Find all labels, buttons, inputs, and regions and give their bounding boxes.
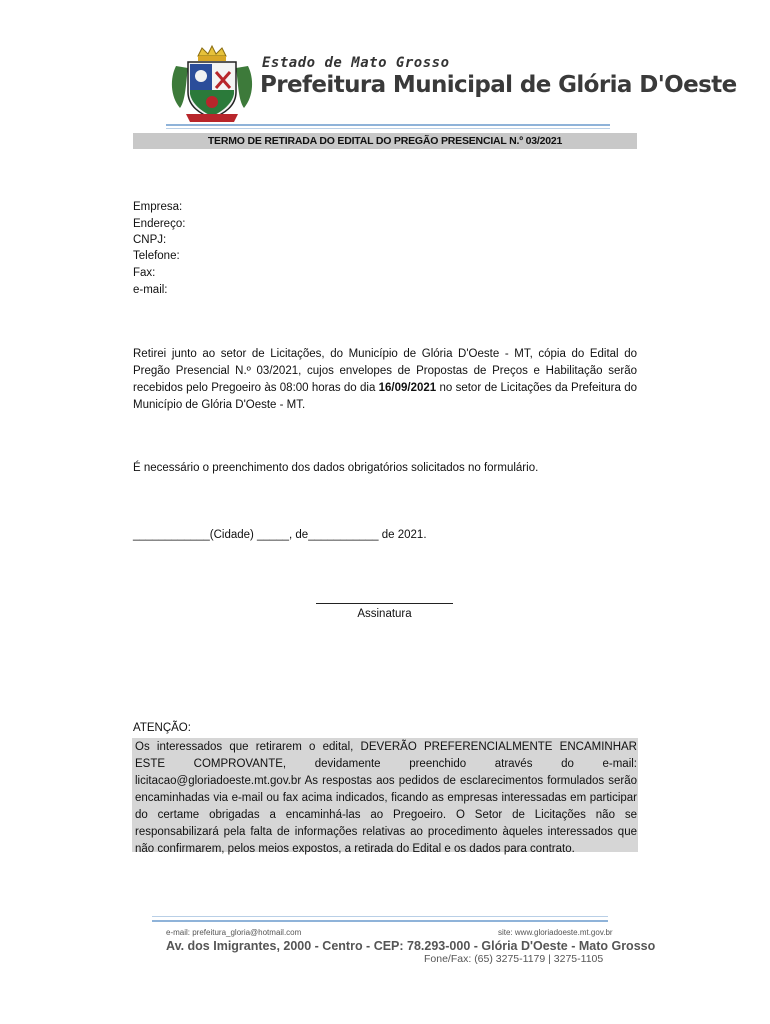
footer-phone: Fone/Fax: (65) 3275-1179 | 3275-1105 [424,953,604,965]
attention-text: Os interessados que retirarem o edital, DEVERÃO PREFERENCIALMENTE ENCAMINHAR ESTE COMPROVANTE, devidamente preenchido através do e-mail: licitacao@gloriadoeste.mt.gov.br As respostas aos pedidos de esclarecimentos formulados serão encaminhadas via e-mail ou fax acima indicados, ficando as empresas interessadas em participar do certame obrigadas a encaminhá-las ao Pregoeiro. O Setor de Licitações não se responsabilizará pela falta de informações relativas ao procedimento àqueles interessados que não confirmarem, pelos meios expostos, a retirada do Edital e os dados para contrato. [135,741,637,855]
header-rule-thin [166,128,610,129]
document-title: TERMO DE RETIRADA DO EDITAL DO PREGÃO PRESENCIAL N.º 03/2021 [207,135,563,147]
footer-email: e-mail: prefeitura_gloria@hotmail.com [166,928,302,937]
header-rule [166,124,610,126]
statement-text-end: no setor de Licitações da Prefeitura do Município de Glória D'Oeste - MT. [133,382,637,411]
footer-site: site: www.gloriadoeste.mt.gov.br [498,928,613,937]
footer-rule [152,920,608,922]
required-notice: É necessário o preenchimento dos dados obrigatórios solicitados no formulário. [133,462,539,474]
prefecture-title: Prefeitura Municipal de Glória D'Oeste [260,72,737,98]
field-empresa: Empresa: [133,201,183,213]
signature-line [316,603,453,604]
state-title: Estado de Mato Grosso [262,55,450,71]
field-endereco: Endereço: [133,218,186,230]
attention-label: ATENÇÃO: [133,722,191,734]
field-email: e-mail: [133,284,168,296]
field-fax: Fax: [133,267,156,279]
withdrawal-statement [133,346,637,414]
field-telefone: Telefone: [133,250,180,262]
statement-text-start: Retirei junto ao setor de Licitações, do Município de Glória D'Oeste - MT, cópia do Edital do Pregão Presencial N.º 03/2021, cujos envelopes de Propostas de Preços e Habilitação serão recebidos pelo Pregoeiro às 08:00 horas do dia [133,348,637,394]
field-cnpj: CNPJ: [133,234,167,246]
footer-address: Av. dos Imigrantes, 2000 - Centro - CEP: 78.293-000 - Glória D'Oeste - Mato Grosso [166,939,656,953]
statement-date: 16/09/2021 [378,382,437,394]
date-line: ____________(Cidade) _____, de___________ de 2021. [133,529,427,541]
municipal-coat-of-arms-icon [168,44,256,124]
signature-label: Assinatura [357,608,412,620]
footer-rule-thin [152,916,608,917]
